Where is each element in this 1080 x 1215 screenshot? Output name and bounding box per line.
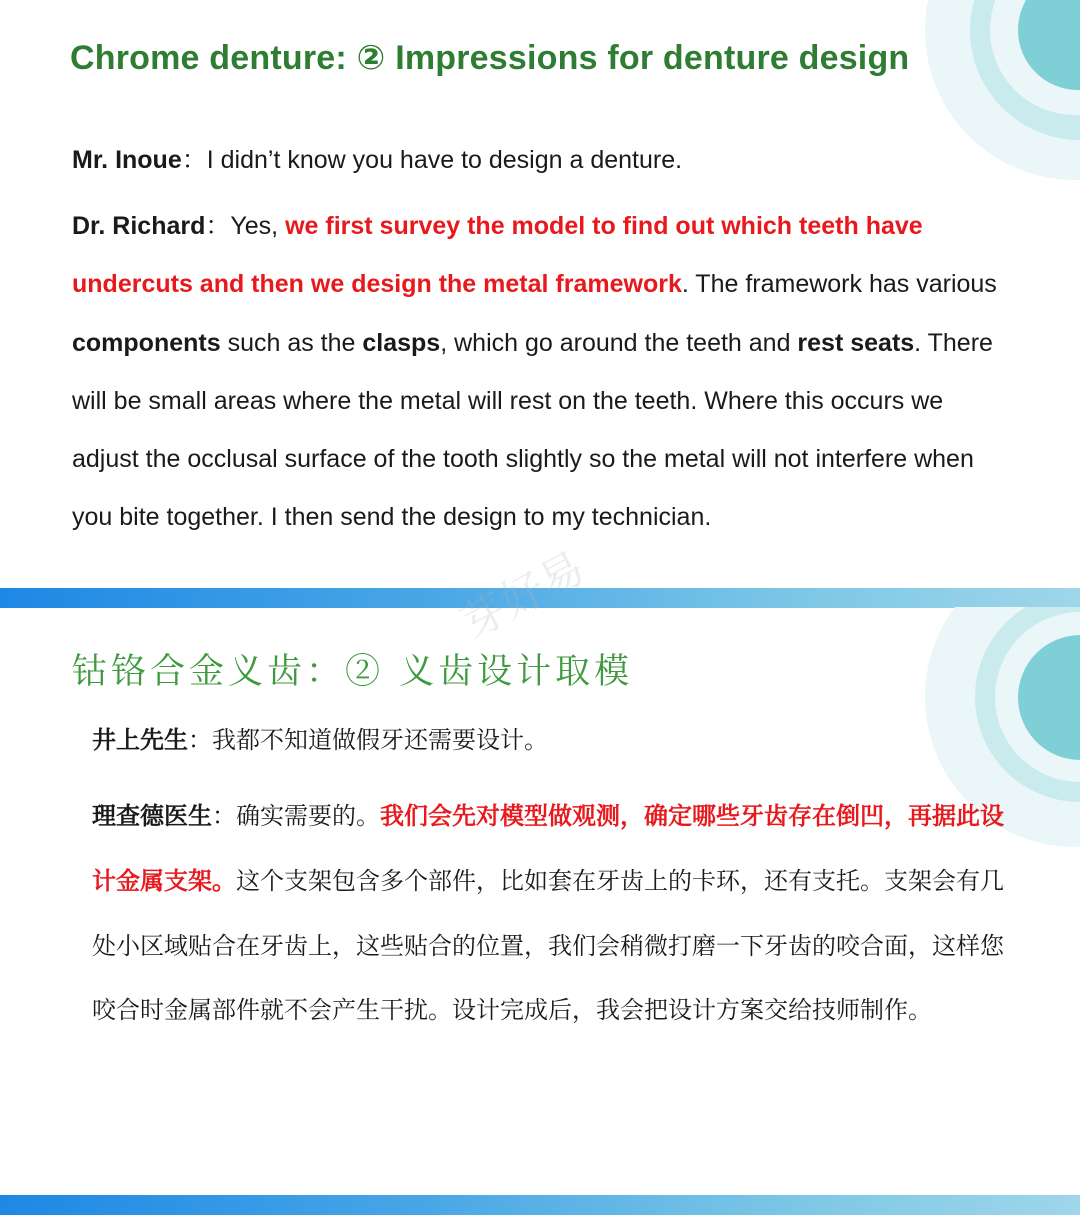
richard-text-zh-2: 这个支架包含多个部件，比如套在牙齿上的卡环，还有支托。支架会有几处小区域贴合在牙齿上，这些贴合的位置，我们会稍微打磨一下牙齿的咬合面，这样您咬合时金属部件就不会产生干扰。设计完成后，我会把设计方案交给技师制作。 (92, 866, 1004, 1025)
dr-richard-paragraph (72, 197, 1012, 547)
bold-clasps: clasps (362, 328, 441, 357)
speaker-separator: ： (188, 726, 212, 754)
inoue-line-zh (92, 708, 1012, 773)
section-divider (0, 588, 1080, 608)
speaker-dr-richard: Dr. Richard (72, 212, 206, 240)
richard-paragraph-zh (92, 784, 1012, 1043)
speaker-mr-inoue: Mr. Inoue (72, 146, 182, 174)
speaker-separator: ： (212, 802, 236, 830)
highlight-text-en: we first survey the model to find out which teeth have undercuts and then we design the metal framework (72, 212, 923, 299)
mr-inoue-line (72, 131, 1012, 189)
mr-inoue-text: I didn’t know you have to design a denture. (206, 146, 683, 174)
speaker-inoue-zh: 井上先生 (92, 726, 188, 754)
dr-richard-text-3: such as the (220, 328, 363, 357)
inoue-text-zh: 我都不知道做假牙还需要设计。 (212, 726, 548, 754)
watermark: 芽好易 (452, 542, 594, 650)
speaker-separator: ： (181, 146, 207, 174)
bottom-bar (0, 1195, 1080, 1215)
bold-rest-seats: rest seats (797, 328, 915, 357)
dr-richard-text-1: Yes, (230, 212, 286, 240)
highlight-text-zh: 我们会先对模型做观测，确定哪些牙齿存在倒凹，再据此设计金属支架。 (92, 802, 1004, 895)
chinese-title: 钴铬合金义齿：② 义齿设计取模 (72, 652, 634, 692)
speaker-separator: ： (205, 212, 231, 240)
dr-richard-text-5: . There will be small areas where the metal will rest on the teeth. Where this occurs we adjust the occlusal surface of the tooth slightly so the metal will not interfere when you bite together. I then send the design to my technician. (72, 328, 993, 532)
dr-richard-text-2: . The framework has various (681, 270, 997, 299)
english-title: Chrome denture: ② Impressions for denture design (70, 39, 910, 77)
bold-components: components (72, 328, 221, 357)
richard-text-zh-1: 确实需要的。 (236, 802, 380, 830)
speaker-richard-zh: 理查德医生 (92, 802, 212, 830)
dr-richard-text-4: , which go around the teeth and (440, 328, 798, 357)
